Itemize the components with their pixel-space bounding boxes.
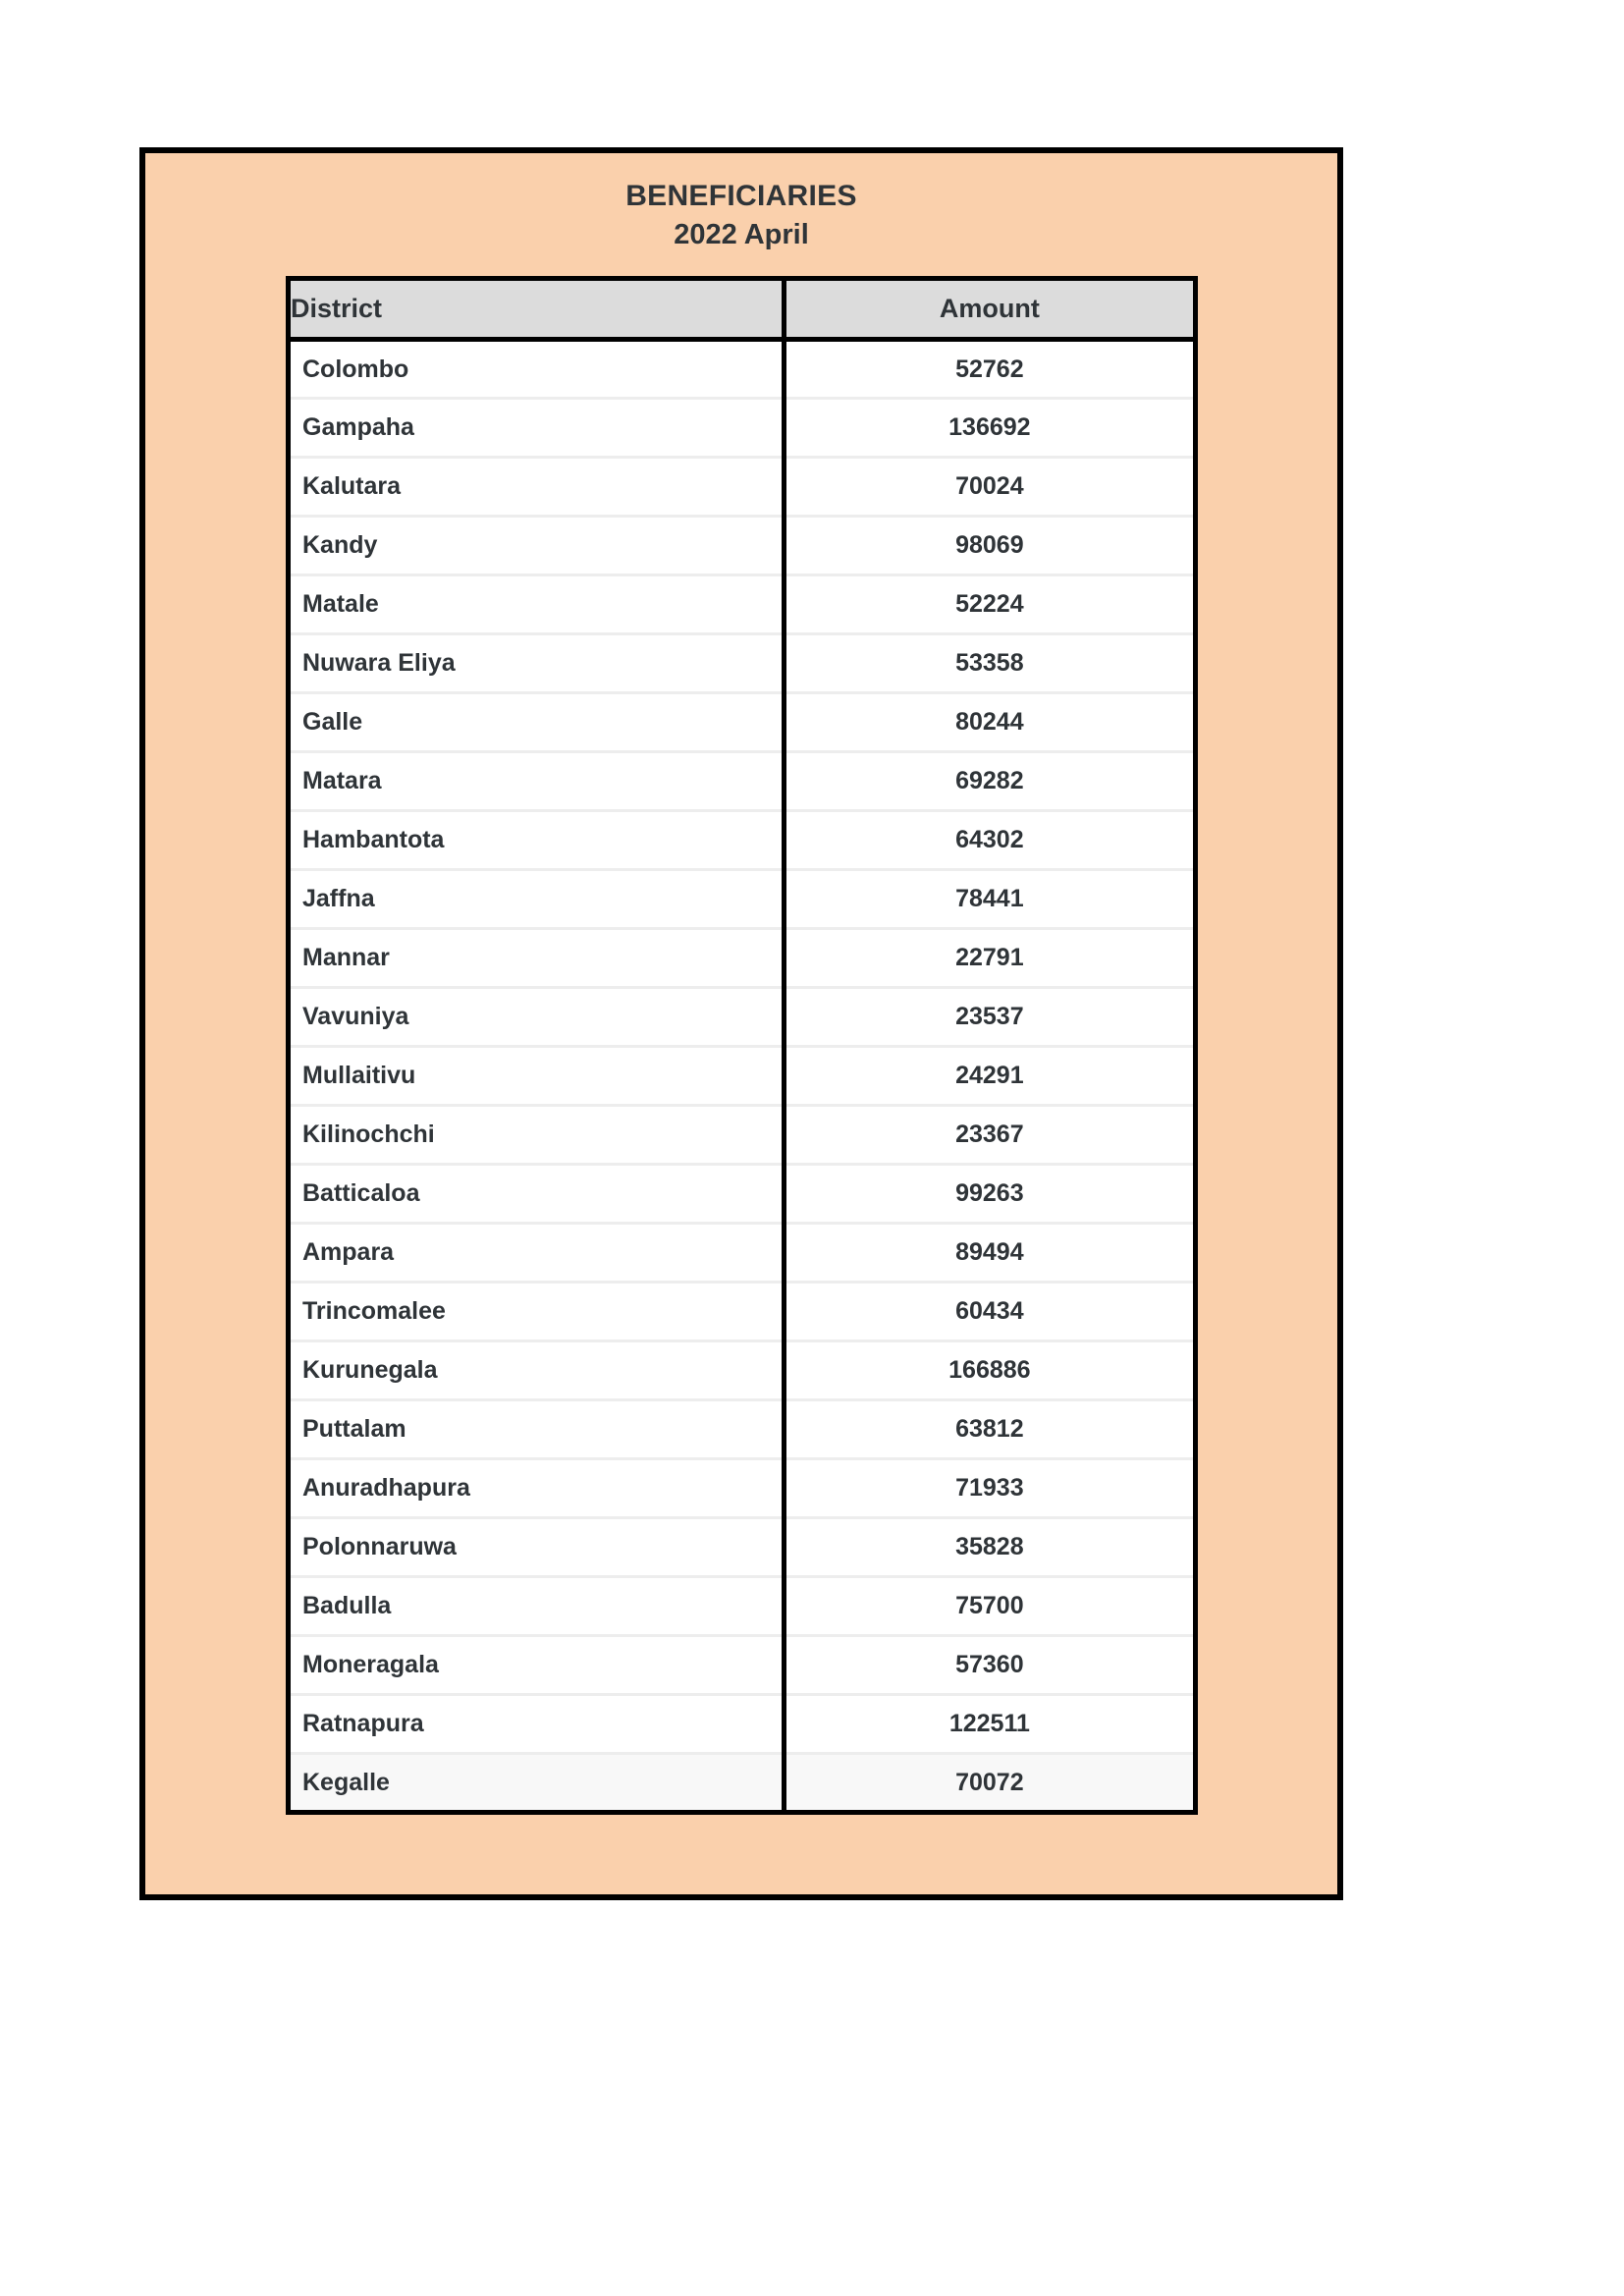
cell-amount: 166886 — [784, 1341, 1195, 1400]
cell-district: Kegalle — [289, 1754, 785, 1813]
cell-amount: 136692 — [784, 399, 1195, 458]
table-row — [289, 1283, 1196, 1341]
title-block — [145, 153, 1337, 253]
cell-district: Kandy — [289, 517, 785, 575]
table-row — [289, 1754, 1196, 1813]
table-row — [289, 1518, 1196, 1577]
cell-district: Ampara — [289, 1224, 785, 1283]
cell-amount: 70024 — [784, 458, 1195, 517]
cell-amount: 35828 — [784, 1518, 1195, 1577]
cell-district: Polonnaruwa — [289, 1518, 785, 1577]
cell-district: Vavuniya — [289, 988, 785, 1047]
cell-amount: 64302 — [784, 811, 1195, 870]
table-row — [289, 1400, 1196, 1459]
table-row — [289, 988, 1196, 1047]
table-row — [289, 870, 1196, 929]
cell-amount: 89494 — [784, 1224, 1195, 1283]
page-title: BENEFICIARIES — [625, 180, 857, 212]
table-row — [289, 811, 1196, 870]
table-row — [289, 929, 1196, 988]
page-subtitle: 2022 April — [674, 219, 809, 251]
table-body — [289, 340, 1196, 1813]
cell-amount: 52224 — [784, 575, 1195, 634]
table-row — [289, 1695, 1196, 1754]
cell-district: Nuwara Eliya — [289, 634, 785, 693]
table-row — [289, 1459, 1196, 1518]
cell-amount: 75700 — [784, 1577, 1195, 1636]
cell-amount: 53358 — [784, 634, 1195, 693]
table-row — [289, 1636, 1196, 1695]
table-row — [289, 693, 1196, 752]
cell-amount: 70072 — [784, 1754, 1195, 1813]
column-header-district: District — [289, 279, 785, 340]
table-row — [289, 752, 1196, 811]
cell-district: Mullaitivu — [289, 1047, 785, 1106]
cell-district: Jaffna — [289, 870, 785, 929]
cell-district: Trincomalee — [289, 1283, 785, 1341]
beneficiaries-table — [286, 276, 1198, 1815]
cell-amount: 52762 — [955, 355, 1024, 383]
cell-district: Kurunegala — [289, 1341, 785, 1400]
table-row — [289, 458, 1196, 517]
cell-district: Colombo — [289, 340, 785, 399]
table-row — [289, 1577, 1196, 1636]
cell-amount: 63812 — [784, 1400, 1195, 1459]
cell-amount: 99263 — [784, 1165, 1195, 1224]
cell-district: Anuradhapura — [289, 1459, 785, 1518]
cell-district: Mannar — [289, 929, 785, 988]
cell-district: Badulla — [289, 1577, 785, 1636]
cell-district: Kalutara — [289, 458, 785, 517]
cell-amount: 71933 — [784, 1459, 1195, 1518]
table-row — [289, 1106, 1196, 1165]
cell-amount: 78441 — [784, 870, 1195, 929]
table-row — [289, 634, 1196, 693]
cell-amount: 24291 — [784, 1047, 1195, 1106]
cell-amount: 69282 — [784, 752, 1195, 811]
document-panel — [139, 147, 1343, 1900]
cell-district: Galle — [289, 693, 785, 752]
cell-amount: 122511 — [784, 1695, 1195, 1754]
cell-amount: 22791 — [784, 929, 1195, 988]
table-row — [289, 1047, 1196, 1106]
table-row — [289, 1165, 1196, 1224]
table-row — [289, 399, 1196, 458]
cell-district: Moneragala — [289, 1636, 785, 1695]
table-header — [289, 279, 1196, 340]
cell-amount: 23367 — [784, 1106, 1195, 1165]
table-row — [289, 517, 1196, 575]
cell-district: Puttalam — [289, 1400, 785, 1459]
table-row — [289, 1341, 1196, 1400]
cell-district: Hambantota — [289, 811, 785, 870]
table-header-row — [289, 279, 1196, 340]
cell-amount: 57360 — [784, 1636, 1195, 1695]
cell-district: Kilinochchi — [289, 1106, 785, 1165]
cell-amount: 60434 — [784, 1283, 1195, 1341]
cell-district: Gampaha — [289, 399, 785, 458]
cell-district: Matale — [289, 575, 785, 634]
table-row — [289, 340, 1196, 399]
table-row — [289, 1224, 1196, 1283]
cell-amount: 98069 — [784, 517, 1195, 575]
column-header-amount: Amount — [784, 279, 1195, 340]
cell-amount: 23537 — [784, 988, 1195, 1047]
table-row — [289, 575, 1196, 634]
cell-amount: 80244 — [784, 693, 1195, 752]
cell-district: Matara — [289, 752, 785, 811]
cell-district: Ratnapura — [289, 1695, 785, 1754]
cell-district: Batticaloa — [289, 1165, 785, 1224]
